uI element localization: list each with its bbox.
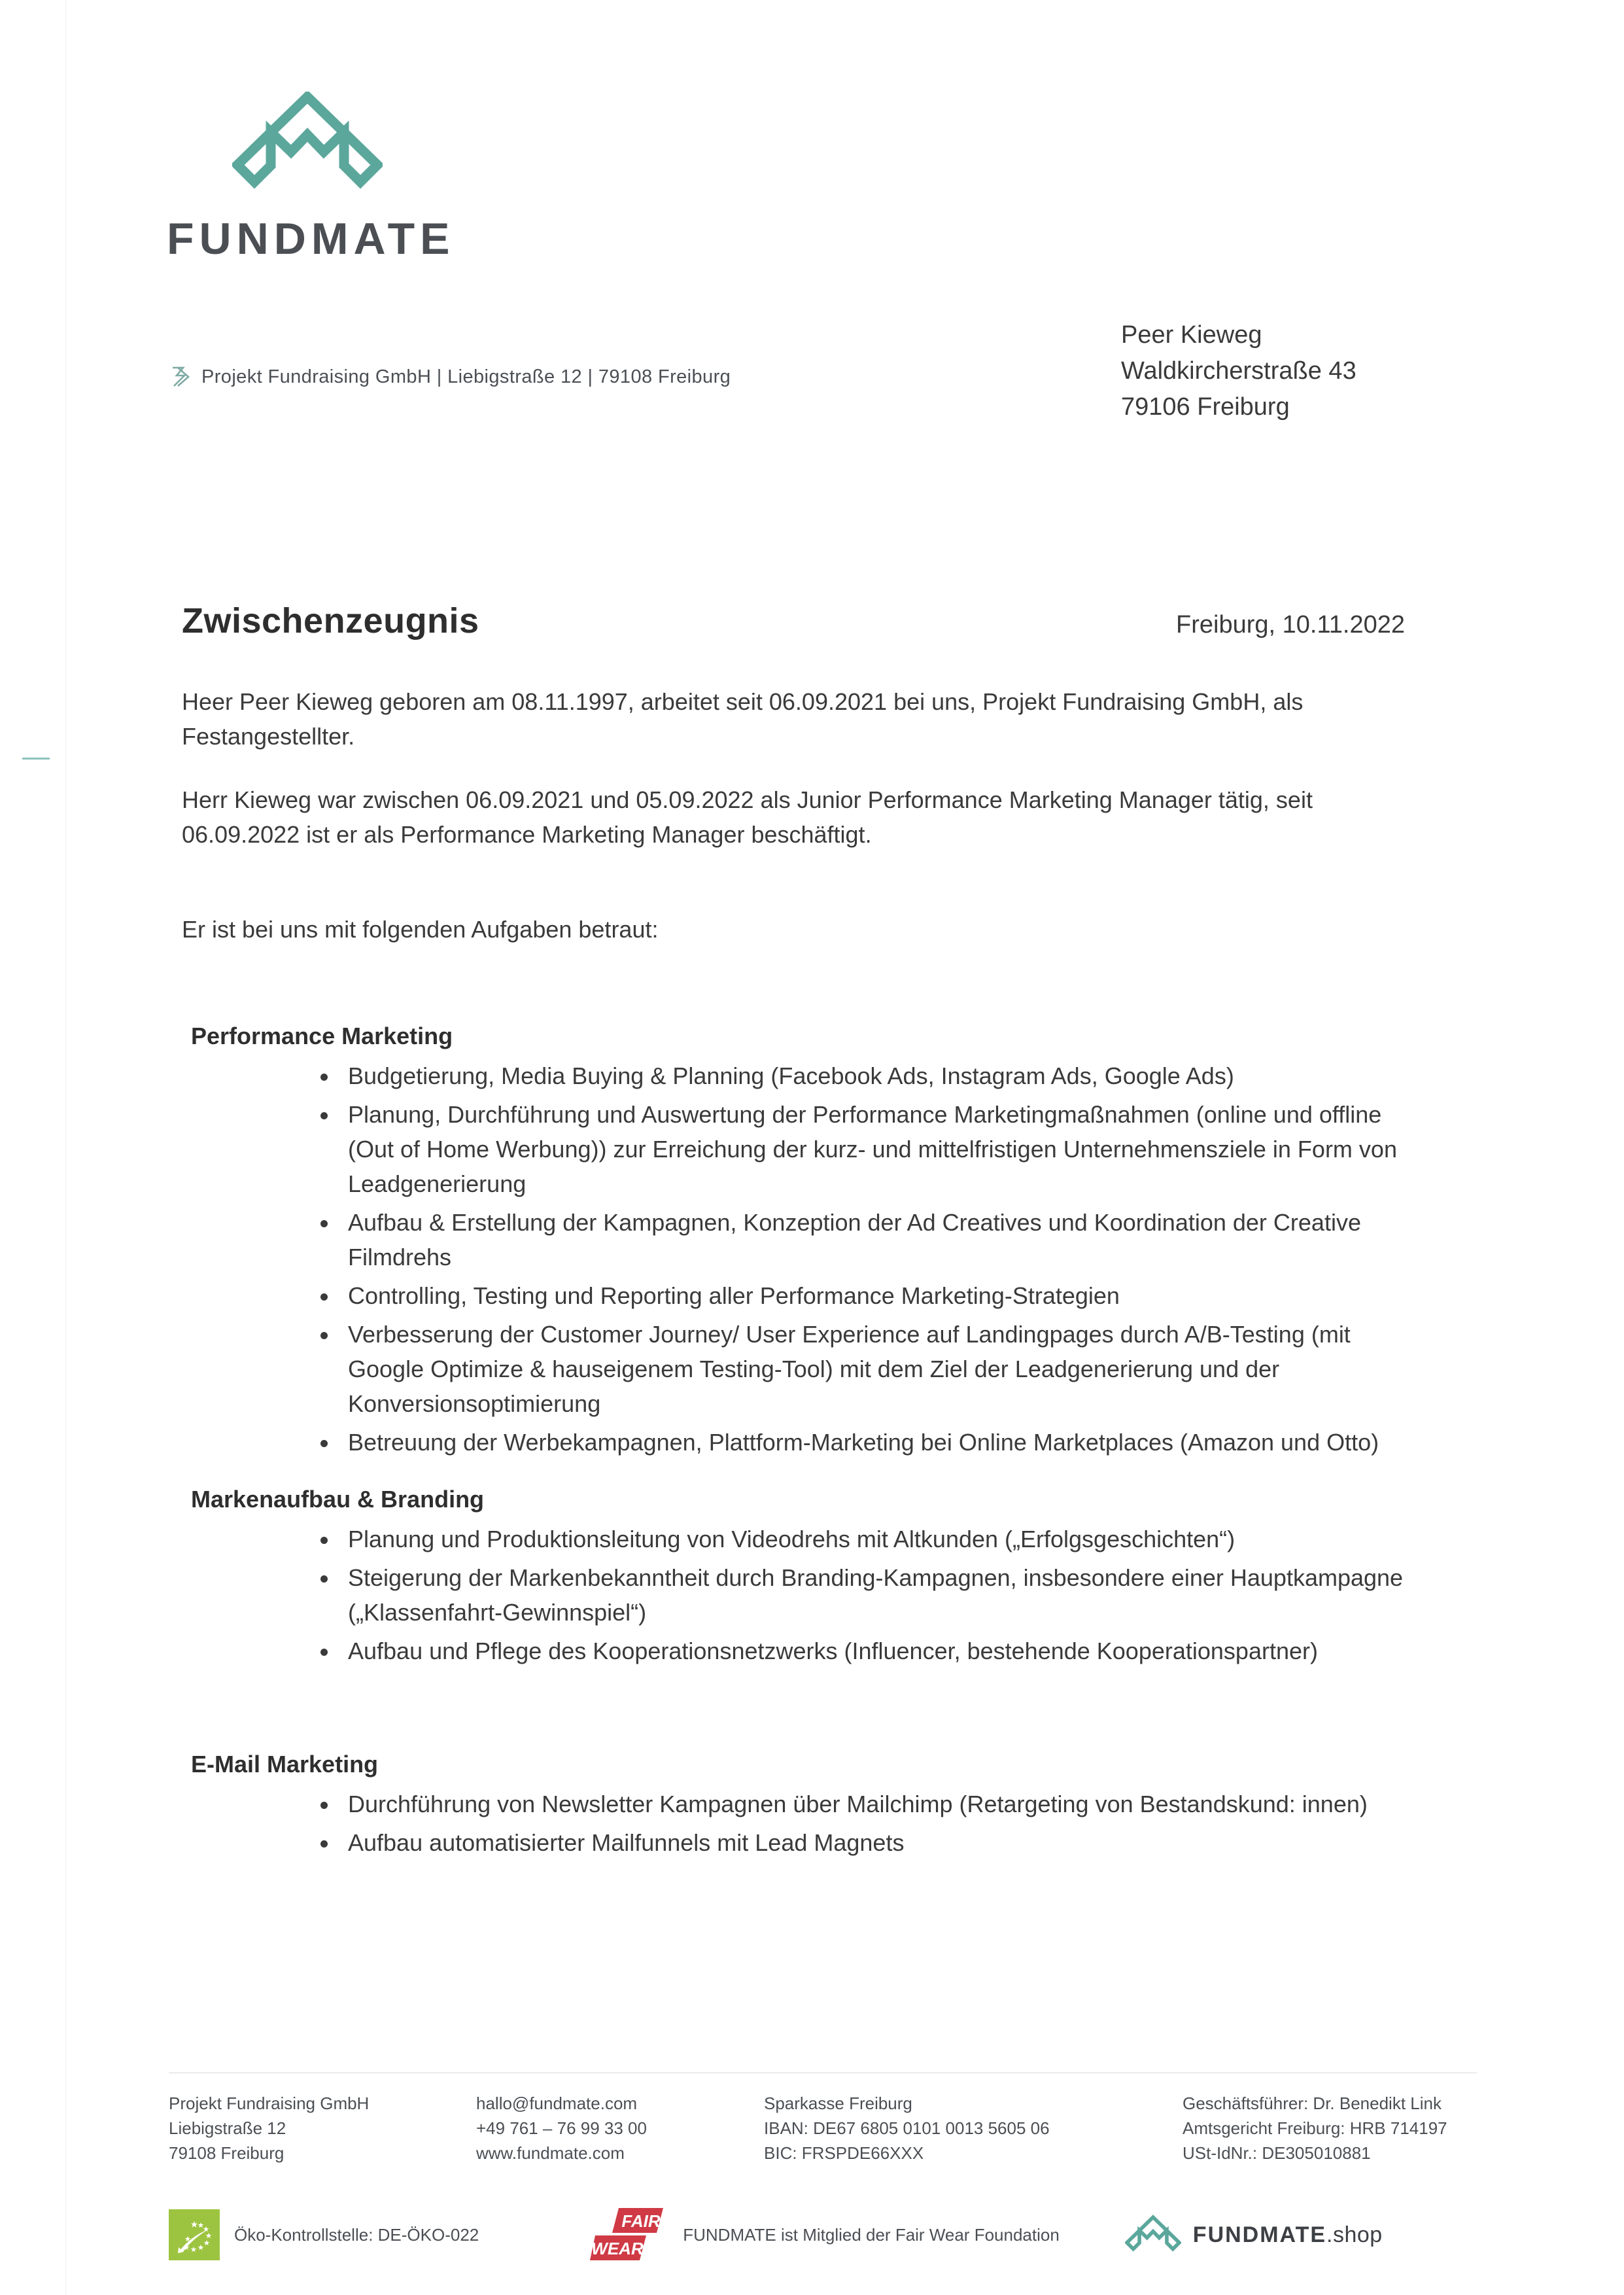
fold-guide-line [65, 0, 66, 2295]
fundmate-shop-logo[interactable] [1125, 2208, 1383, 2262]
oeko-control-text: Öko-Kontrollstelle: DE-ÖKO-022 [234, 2224, 479, 2245]
list-item: Planung, Durchführung und Auswertung der Performance Marketingmaßnahmen (online und offline (Out of Home Werbung)) zur Erreichung der kurz- und mittelfristigen Unternehmensziele in Form von Leadgenerierung [313, 1097, 1410, 1201]
list-item: Aufbau & Erstellung der Kampagnen, Konzeption der Ad Creatives und Koordination der Creative Filmdrehs [313, 1205, 1410, 1274]
section-heading: E-Mail Marketing [191, 1751, 379, 1778]
shop-suffix: .shop [1326, 2222, 1383, 2247]
title-row [182, 601, 1405, 641]
document-date: Freiburg, 10.11.2022 [1176, 611, 1405, 639]
footer-text: Liebigstraße 12 [169, 2118, 286, 2138]
footer-text: Amtsgericht Freiburg: HRB 714197 [1183, 2118, 1447, 2138]
list-item: Durchführung von Newsletter Kampagnen über Mailchimp (Retargeting von Bestandskund: innen) [313, 1787, 1410, 1821]
spacer [182, 1672, 1410, 1715]
footer-text: BIC: FRSPDE66XXX [764, 2143, 924, 2163]
section-bullet-list [182, 1522, 1410, 1668]
intro-paragraph: Heer Peer Kieweg geboren am 08.11.1997, arbeitet seit 06.09.2021 bei uns, Projekt Fundraising GmbH, als Festangestellter. [182, 688, 1304, 750]
spacer [182, 975, 1410, 1019]
footer-text: Geschäftsführer: Dr. Benedikt Link [1183, 2094, 1442, 2113]
shop-wordmark [1193, 2222, 1383, 2248]
fair-wear-foundation-icon [590, 2207, 668, 2263]
list-item: Budgetierung, Media Buying & Planning (Facebook Ads, Instagram Ads, Google Ads) [313, 1059, 1410, 1093]
footer-text: Projekt Fundraising GmbH [169, 2094, 370, 2113]
footer-text: Sparkasse Freiburg [764, 2094, 912, 2113]
list-item: Aufbau und Pflege des Kooperationsnetzwerks (Influencer, bestehende Kooperationspartner) [313, 1634, 1410, 1668]
footer-company-column [169, 2091, 476, 2165]
spacer [182, 881, 1410, 912]
fairwear-line2: WEAR [591, 2239, 644, 2258]
section-bullet-list [182, 1059, 1410, 1460]
section-heading: Markenaufbau & Branding [191, 1486, 485, 1513]
recipient-name: Peer Kieweg [1121, 321, 1262, 349]
list-item: Planung und Produktionsleitung von Videodrehs mit Altkunden („Erfolgsgeschichten“) [313, 1522, 1410, 1556]
footer-phone[interactable]: +49 761 – 76 99 33 00 [476, 2118, 647, 2138]
fairwear-certification [590, 2207, 1060, 2263]
spacer [182, 1715, 1410, 1747]
spacer [182, 1463, 1410, 1482]
footer-text: IBAN: DE67 6805 0101 0013 5605 06 [764, 2118, 1050, 2138]
section-bullet-list [182, 1787, 1410, 1860]
footer-bank-column [764, 2091, 1183, 2165]
fairwear-membership-text: FUNDMATE ist Mitglied der Fair Wear Foundation [683, 2224, 1060, 2245]
zigzag-arrow-icon [169, 364, 191, 390]
fundmate-chevron-small-icon [1125, 2208, 1181, 2262]
footer-legal-column [1183, 2091, 1483, 2165]
tasks-lead-paragraph: Er ist bei uns mit folgenden Aufgaben betraut: [182, 916, 659, 943]
sender-address-text: Projekt Fundraising GmbH | Liebigstraße 12 | 79108 Freiburg [201, 366, 731, 387]
certification-bar [169, 2203, 1483, 2266]
recipient-street: Waldkircherstraße 43 [1121, 357, 1356, 385]
shop-name: FUNDMATE [1192, 2222, 1327, 2247]
document-body [182, 684, 1410, 1864]
eu-organic-certification [169, 2209, 479, 2260]
list-item: Betreuung der Werbekampagnen, Plattform-Marketing bei Online Marketplaces (Amazon und Otto) [313, 1425, 1410, 1460]
fold-mark-tick [22, 758, 50, 760]
recipient-address-block [1121, 317, 1356, 425]
page-title: Zwischenzeugnis [182, 601, 479, 640]
list-item: Steigerung der Markenbekanntheit durch Branding-Kampagnen, insbesondere einer Hauptkampagne („Klassenfahrt-Gewinnspiel“) [313, 1560, 1410, 1630]
recipient-city: 79106 Freiburg [1121, 393, 1290, 421]
brand-wordmark: FUNDMATE [167, 214, 455, 264]
list-item: Aufbau automatisierter Mailfunnels mit Lead Magnets [313, 1825, 1410, 1860]
section-markenaufbau-branding [182, 1482, 1410, 1668]
sender-address-line [169, 364, 731, 390]
section-email-marketing [182, 1747, 1410, 1860]
eu-organic-leaf-icon [169, 2209, 220, 2260]
fairwear-line1: FAIR [621, 2211, 661, 2231]
brand-logo-block [167, 92, 455, 264]
list-item: Verbesserung der Customer Journey/ User Experience auf Landingpages durch A/B-Testing (mit Google Optimize & hauseigenem Testing-Tool) mit dem Ziel der Leadgenerierung und der Konversionsoptimierung [313, 1317, 1410, 1421]
list-item: Controlling, Testing und Reporting aller Performance Marketing-Strategien [313, 1278, 1410, 1313]
footer-columns [169, 2091, 1483, 2165]
role-paragraph: Herr Kieweg war zwischen 06.09.2021 und 05.09.2022 als Junior Performance Marketing Manager tätig, seit 06.09.2022 ist er als Performance Marketing Manager beschäftigt. [182, 786, 1313, 848]
footer-email[interactable]: hallo@fundmate.com [476, 2094, 638, 2113]
footer-website[interactable]: www.fundmate.com [476, 2143, 625, 2163]
footer-text: 79108 Freiburg [169, 2143, 285, 2163]
footer-contact-column [476, 2091, 764, 2165]
fundmate-chevron-icon [232, 92, 383, 196]
section-performance-marketing [182, 1019, 1410, 1460]
section-heading: Performance Marketing [191, 1023, 453, 1049]
footer-text: USt-IdNr.: DE305010881 [1183, 2143, 1371, 2163]
